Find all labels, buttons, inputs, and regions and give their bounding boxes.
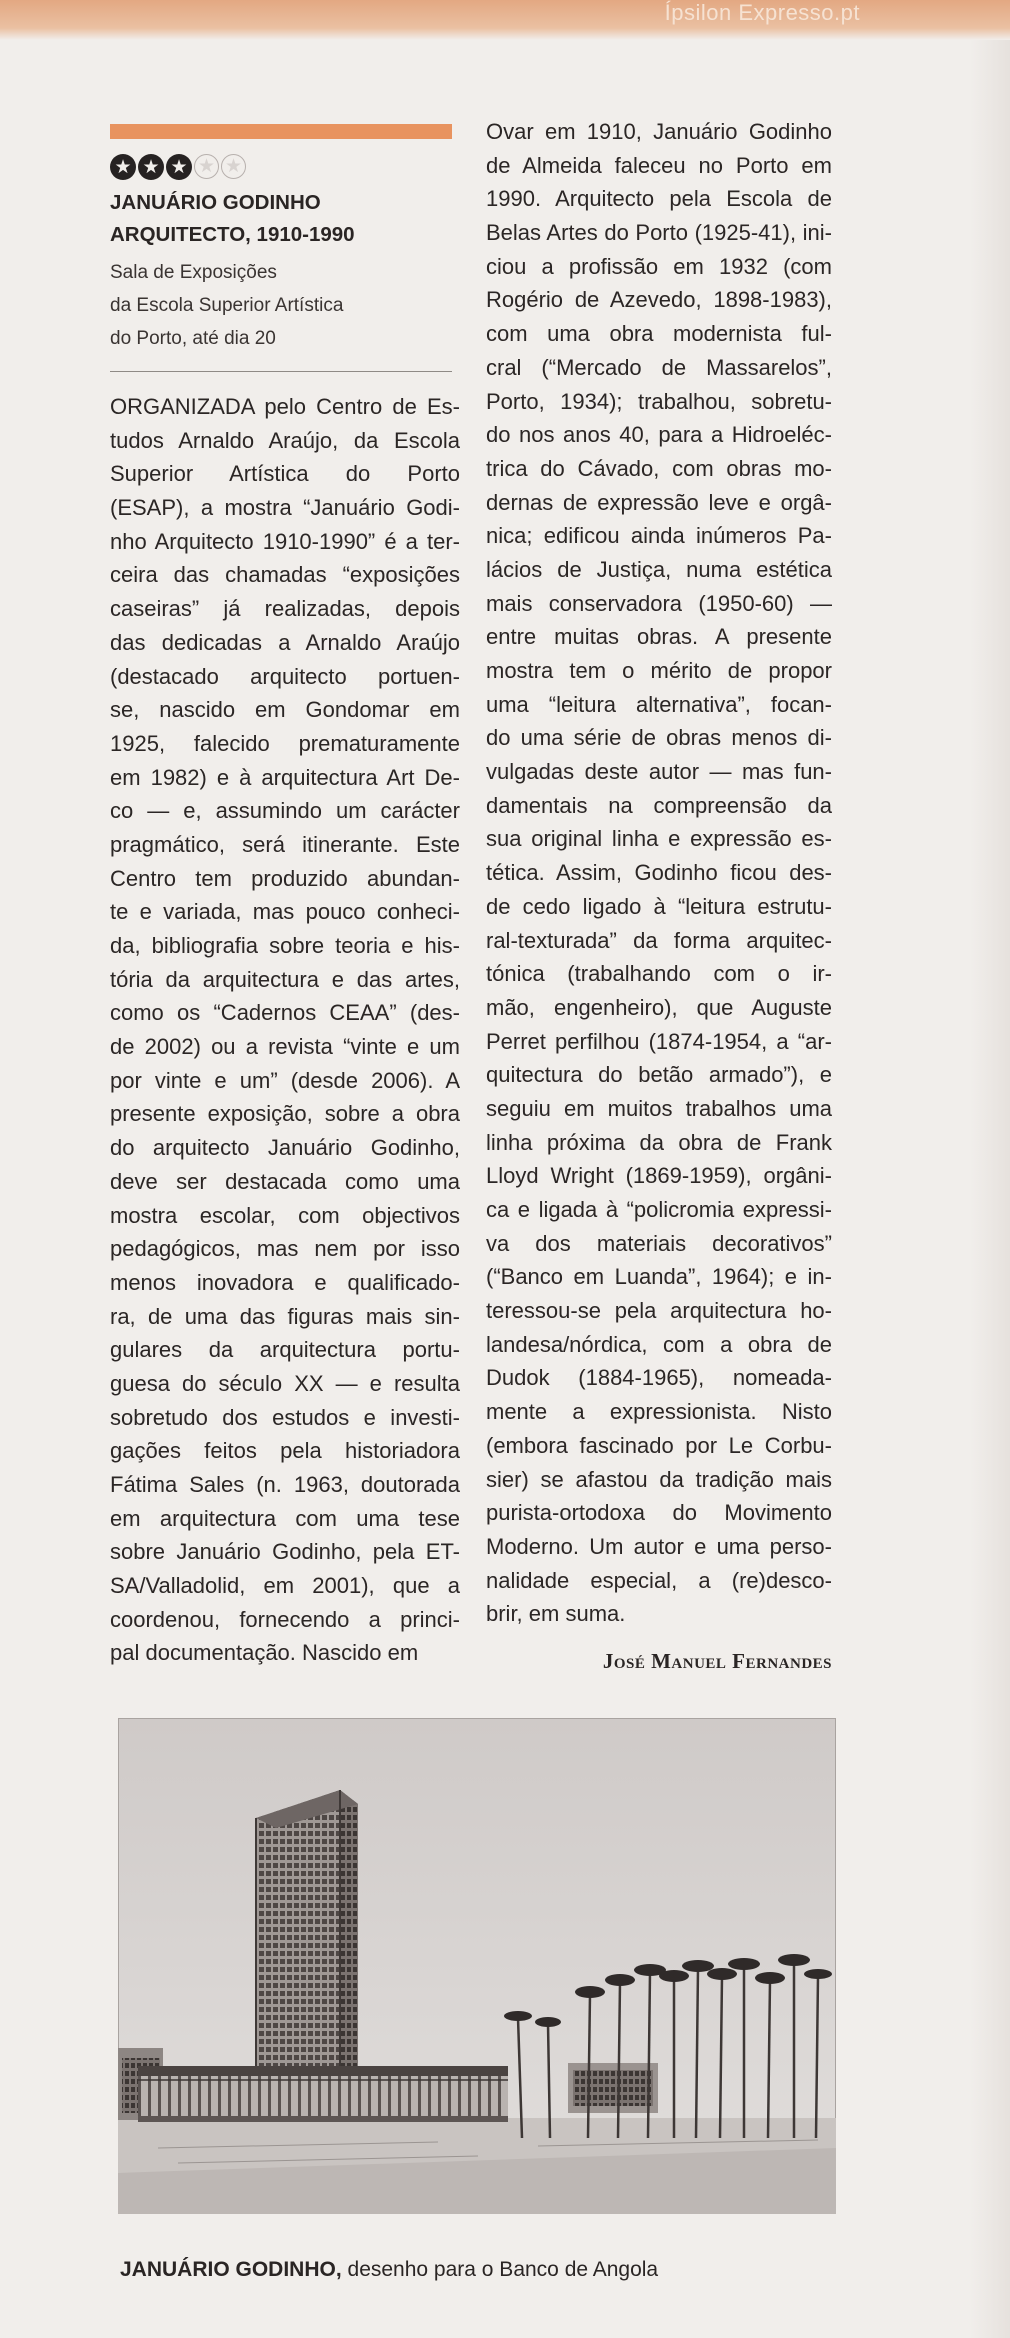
article-line: purista-ortodoxa do Movimento (486, 1500, 832, 1526)
article-line: ceira das chamadas “exposições (110, 562, 460, 588)
author-byline: José Manuel Fernandes (602, 1649, 832, 1673)
article-line: nica; edificou ainda inúmeros Pa- (486, 523, 832, 549)
top-color-band (0, 0, 1010, 40)
article-line: menos inovadora e qualificado- (110, 1269, 460, 1295)
article-line: tética. Assim, Godinho ficou des- (486, 860, 832, 886)
venue-line-1: Sala de Exposições (110, 262, 277, 283)
article-line: mão, engenheiro), que Auguste (486, 994, 832, 1020)
article-line: gações feitos pela historiadora (110, 1438, 460, 1464)
title-line-1: JANUÁRIO GODINHO (110, 191, 321, 214)
article-line: (destacado arquitecto portuen- (110, 663, 460, 689)
article-line: tudos Arnaldo Araújo, da Escola (110, 427, 460, 453)
article-line: caseiras” já realizadas, depois (110, 596, 460, 622)
article-line: das dedicadas a Arnaldo Araújo (110, 629, 460, 655)
caption-bold: JANUÁRIO GODINHO, (120, 2258, 342, 2281)
article-line: do uma série de obras menos di- (486, 725, 832, 751)
article-line: (ESAP), a mostra “Januário Godi- (110, 495, 460, 521)
article-line: linha próxima da obra de Frank (486, 1129, 832, 1155)
article-line: seguiu em muitos trabalhos uma (486, 1095, 832, 1121)
star-empty-icon: ★ (194, 154, 219, 179)
article-line: co — e, assumindo um carácter (110, 798, 460, 824)
article-line: teressou-se pela arquitectura ho- (486, 1298, 832, 1324)
article-line: presente exposição, sobre a obra (110, 1101, 460, 1127)
article-line: SA/Valladolid, em 2001), que a (110, 1573, 460, 1599)
header-band-text: Ípsilon Expresso.pt (664, 0, 860, 25)
article-line: Rogério de Azevedo, 1898-1983), (486, 287, 832, 313)
article-line: lácios de Justiça, numa estética (486, 556, 832, 582)
article-line: uma “leitura alternativa”, focan- (486, 691, 832, 717)
article-line: trica do Cávado, com obras mo- (486, 455, 832, 481)
article-line: ORGANIZADA pelo Centro de Es- (110, 394, 460, 419)
star-empty-icon: ★ (221, 154, 246, 179)
article-line: va dos materiais decorativos” (486, 1230, 832, 1256)
article-line: Porto, 1934); trabalhou, sobretu- (486, 388, 832, 414)
article-line: sobre Januário Godinho, pela ET- (110, 1539, 460, 1565)
star-filled-icon: ★ (166, 154, 192, 180)
article-line: da, bibliografia sobre teoria e his- (110, 933, 460, 958)
bank-drawing-image (118, 1718, 836, 2214)
article-line: gulares da arquitectura portu- (110, 1337, 460, 1363)
venue-info (110, 256, 470, 355)
article-line: como os “Cadernos CEAA” (des- (110, 1000, 460, 1026)
article-line: ra, de uma das figuras mais sin- (110, 1303, 460, 1329)
article-line: Centro tem produzido abundan- (110, 865, 460, 891)
article-line: dernas de expressão leve e orgâ- (486, 489, 832, 515)
article-line: guesa do século XX — e resulta (110, 1370, 460, 1396)
article-line: sua original linha e expressão es- (486, 826, 832, 852)
article-line: sier) se afastou da tradição mais (486, 1466, 832, 1492)
article-line: (“Banco em Luanda”, 1964); e in- (486, 1264, 832, 1290)
article-line: Dudok (1884-1965), nomeada- (486, 1365, 832, 1391)
venue-line-3: do Porto, até dia 20 (110, 328, 276, 349)
article-line: Moderno. Um autor e uma perso- (486, 1533, 832, 1559)
article-line: quitectura do betão armado”), e (486, 1062, 832, 1088)
venue-line-2: da Escola Superior Artística (110, 295, 344, 316)
article-line: pal documentação. Nascido em (110, 1640, 419, 1666)
article-line: Ovar em 1910, Januário Godinho (486, 119, 832, 144)
article-line: de cedo ligado à “leitura estrutu- (486, 893, 832, 919)
article-line: pragmático, será itinerante. Este (110, 831, 460, 857)
article-column-left (110, 390, 460, 1670)
article-line: nalidade especial, a (re)desco- (486, 1567, 832, 1593)
title-line-2: ARQUITECTO, 1910-1990 (110, 223, 355, 246)
caption-text: desenho para o Banco de Angola (341, 2258, 659, 2281)
article-line: em arquitectura com uma tese (110, 1505, 460, 1531)
article-line: mais conservadora (1950-60) — (486, 590, 832, 616)
article-line: Belas Artes do Porto (1925-41), ini- (486, 220, 832, 246)
article-line: de 2002) ou a revista “vinte e um (110, 1034, 460, 1060)
article-line: te e variada, mas pouco conheci- (110, 899, 460, 925)
article-line: mostra escolar, com objectivos (110, 1202, 460, 1228)
article-line: deve ser destacada como uma (110, 1168, 460, 1194)
article-line: coordenou, fornecendo a princi- (110, 1606, 460, 1632)
image-caption (120, 2258, 840, 2282)
article-line: 1990. Arquitecto pela Escola de (486, 186, 832, 212)
star-filled-icon: ★ (110, 154, 136, 180)
article-line: sobretudo dos estudos e investi- (110, 1404, 460, 1430)
article-line: ca e ligada à “policromia expressi- (486, 1197, 832, 1222)
article-line: vulgadas deste autor — mas fun- (486, 759, 832, 785)
article-line: ral-texturada” da forma arquitec- (486, 927, 832, 953)
article-line: Lloyd Wright (1869-1959), orgâni- (486, 1163, 832, 1189)
article-line: pedagógicos, mas nem por isso (110, 1236, 460, 1262)
article-line: cral (“Mercado de Massarelos”, (486, 354, 832, 380)
article-line: 1925, falecido prematuramente (110, 730, 460, 756)
article-line: ciou a profissão em 1932 (com (486, 253, 832, 279)
article-line: por vinte e um” (desde 2006). A (110, 1067, 460, 1093)
article-line: entre muitas obras. A presente (486, 624, 832, 650)
article-line: (embora fascinado por Le Corbu- (486, 1432, 832, 1458)
header-divider (110, 371, 452, 372)
article-line: Perret perfilhou (1874-1954, a “ar- (486, 1028, 832, 1054)
article-line: damentais na compreensão da (486, 792, 832, 818)
article-line: em 1982) e à arquitectura Art De- (110, 764, 460, 790)
article-line: do nos anos 40, para a Hidroeléc- (486, 422, 832, 448)
article-line: do arquitecto Januário Godinho, (110, 1135, 460, 1161)
article-line: de Almeida faleceu no Porto em (486, 152, 832, 178)
section-accent-bar (110, 124, 452, 139)
article-column-right (486, 115, 832, 1631)
article-line: mostra tem o mérito de propor (486, 658, 832, 683)
star-filled-icon: ★ (138, 154, 164, 180)
article-line: com uma obra modernista ful- (486, 321, 832, 347)
article-line: tória da arquitectura e das artes, (110, 966, 460, 992)
article-line: Superior Artística do Porto (110, 461, 460, 487)
exhibition-title (110, 187, 470, 251)
article-line: landesa/nórdica, com a obra de (486, 1331, 832, 1357)
article-line: tónica (trabalhando com o ir- (486, 961, 832, 987)
article-line: nho Arquitecto 1910-1990” é a ter- (110, 528, 460, 554)
paper-edge-shadow (970, 40, 1010, 2338)
article-line: mente a expressionista. Nisto (486, 1399, 832, 1425)
article-line: Fátima Sales (n. 1963, doutorada (110, 1472, 460, 1497)
article-line: se, nascido em Gondomar em (110, 697, 460, 723)
star-rating (110, 154, 246, 182)
article-line: brir, em suma. (486, 1601, 626, 1627)
